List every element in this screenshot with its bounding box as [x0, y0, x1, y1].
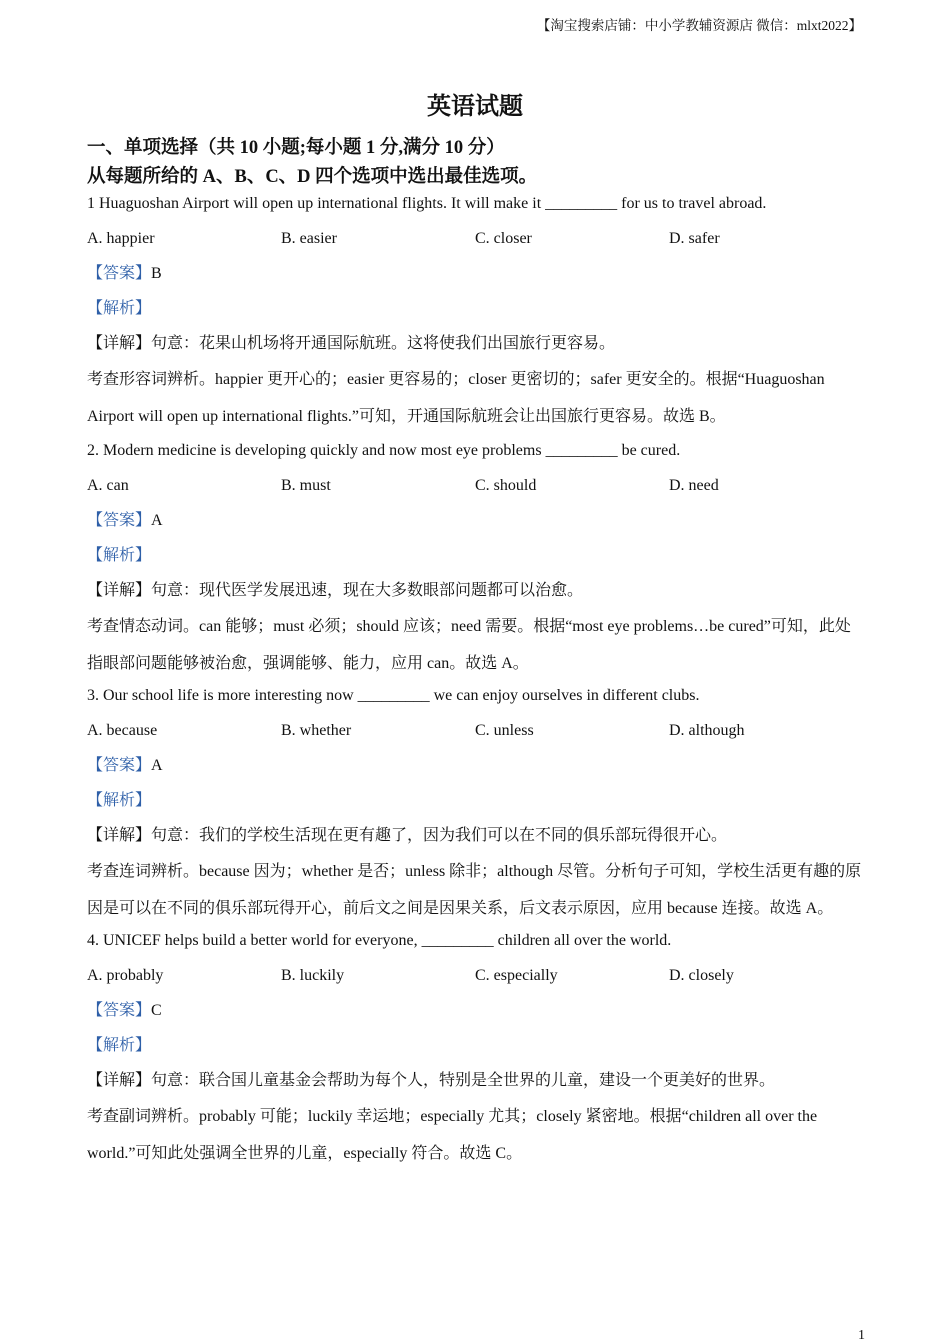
- option-c: C. should: [475, 477, 537, 494]
- answer-line: [87, 509, 863, 544]
- question-stem: 4. UNICEF helps build a better world for everyone, _________ children all over the world.: [87, 932, 672, 949]
- options-row: [87, 964, 863, 999]
- option-a: A. happier: [87, 230, 155, 247]
- analysis-line: [87, 297, 863, 332]
- option-a: A. probably: [87, 967, 164, 984]
- page-number: 1: [858, 1328, 865, 1343]
- detail-label: 【详解】: [87, 335, 152, 352]
- answer-value: A: [151, 512, 163, 529]
- answer-line: [87, 262, 863, 297]
- option-c: C. especially: [475, 967, 558, 984]
- answer-line: [87, 754, 863, 789]
- explanation: 考查副词辨析。probably 可能；luckily 幸运地；especially 尤其；closely 紧密地。根据“children all over the world.”可知此处强调全世界的儿童，especially 符合。故选 C。: [87, 1108, 818, 1162]
- explanation: 考查连词辨析。because 因为；whether 是否；unless 除非；although 尽管。分析句子可知，学校生活更有趣的原因是可以在不同的俱乐部玩得开心，前后文之间是因果关系，后文表示原因，应用 because 连接。故选 A。: [87, 863, 862, 917]
- option-d: D. need: [669, 477, 719, 494]
- detail-label: 【详解】: [87, 827, 152, 844]
- question-block: [87, 929, 863, 1172]
- answer-value: C: [151, 1002, 162, 1019]
- question-stem: 1 Huaguoshan Airport will open up international flights. It will make it _________ for us to travel abroad.: [87, 195, 767, 212]
- question-block: [87, 684, 863, 927]
- answer-label: 【答案】: [87, 512, 152, 529]
- detail-label: 【详解】: [87, 1072, 152, 1089]
- explanation: 考查情态动词。can 能够；must 必须；should 应该；need 需要。根据“most eye problems…be cured”可知，此处指眼部问题能够被治愈，强调能够、能力，应用 can。故选 A。: [87, 618, 851, 672]
- question-stem: 2. Modern medicine is developing quickly and now most eye problems _________ be cured.: [87, 442, 681, 459]
- answer-label: 【答案】: [87, 757, 152, 774]
- option-d: D. although: [669, 722, 745, 739]
- header-note: 【淘宝搜索店铺：中小学教辅资源店 微信：mlxt2022】: [536, 18, 862, 33]
- options-row: [87, 474, 863, 509]
- question-block: [87, 192, 863, 435]
- option-c: C. closer: [475, 230, 532, 247]
- answer-value: A: [151, 757, 163, 774]
- analysis-label: 【解析】: [87, 547, 152, 564]
- option-d: D. safer: [669, 230, 720, 247]
- option-d: D. closely: [669, 967, 734, 984]
- section-heading: 一、单项选择（共 10 小题;每小题 1 分,满分 10 分）: [87, 138, 505, 158]
- option-b: B. whether: [281, 722, 352, 739]
- sentence-meaning: 句意：联合国儿童基金会帮助为每个人，特别是全世界的儿童，建设一个更美好的世界。: [151, 1072, 776, 1089]
- question-list: [87, 192, 863, 1172]
- answer-label: 【答案】: [87, 1002, 152, 1019]
- question-stem: 3. Our school life is more interesting now _________ we can enjoy ourselves in different clubs.: [87, 687, 700, 704]
- answer-label: 【答案】: [87, 265, 152, 282]
- section-instruction: 从每题所给的 A、B、C、D 四个选项中选出最佳选项。: [87, 167, 538, 187]
- detail-label: 【详解】: [87, 582, 152, 599]
- sentence-meaning: 句意：我们的学校生活现在更有趣了，因为我们可以在不同的俱乐部玩得很开心。: [151, 827, 728, 844]
- option-b: B. luckily: [281, 967, 345, 984]
- analysis-line: [87, 789, 863, 824]
- sentence-meaning: 句意：现代医学发展迅速，现在大多数眼部问题都可以治愈。: [151, 582, 584, 599]
- options-row: [87, 227, 863, 262]
- option-a: A. because: [87, 722, 158, 739]
- option-a: A. can: [87, 477, 129, 494]
- analysis-label: 【解析】: [87, 300, 152, 317]
- explanation: 考查形容词辨析。happier 更开心的；easier 更容易的；closer 更密切的；safer 更安全的。根据“Huaguoshan Airport will open up international flights.”可知，开通国际航班会让出国旅行更容易。故选 B。: [87, 371, 825, 425]
- analysis-label: 【解析】: [87, 1037, 152, 1054]
- analysis-label: 【解析】: [87, 792, 152, 809]
- options-row: [87, 719, 863, 754]
- sentence-meaning: 句意：花果山机场将开通国际航班。这将使我们出国旅行更容易。: [151, 335, 616, 352]
- option-c: C. unless: [475, 722, 534, 739]
- answer-line: [87, 999, 863, 1034]
- answer-value: B: [151, 265, 162, 282]
- option-b: B. must: [281, 477, 331, 494]
- option-b: B. easier: [281, 230, 337, 247]
- analysis-line: [87, 1034, 863, 1069]
- question-block: [87, 439, 863, 682]
- analysis-line: [87, 544, 863, 579]
- page-title: 英语试题: [427, 94, 523, 120]
